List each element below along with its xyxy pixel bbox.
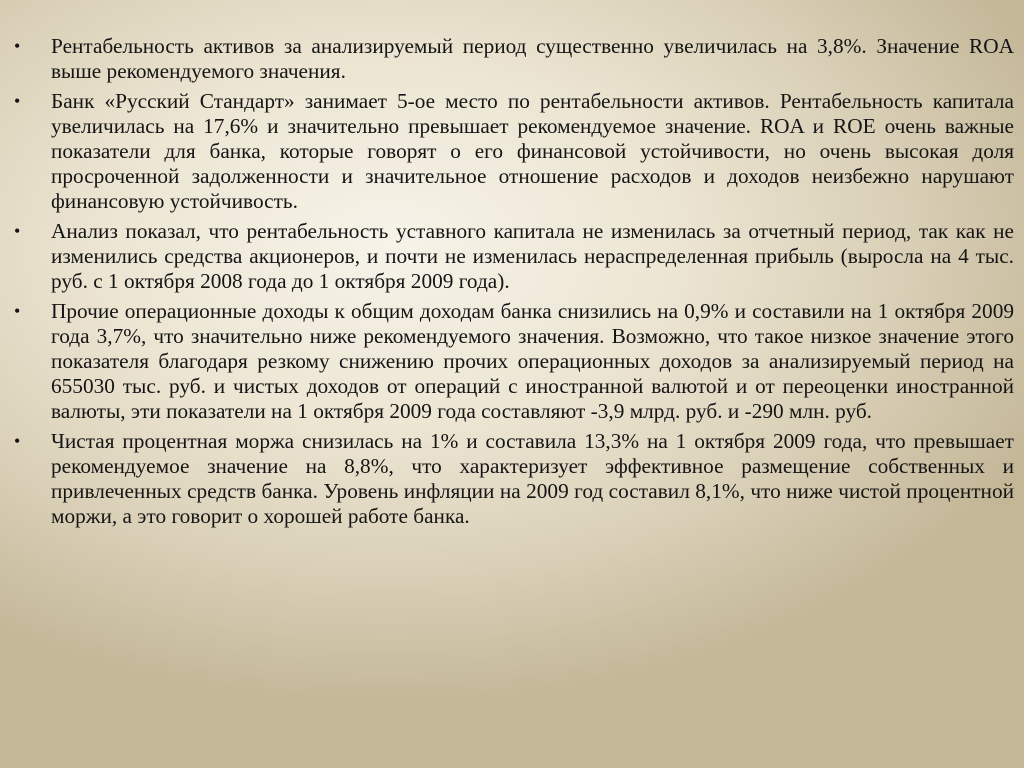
bullet-text: Банк «Русский Стандарт» занимает 5-ое место по рентабельности активов. Рентабельность капитала увеличилась на 17,6% и значительно превышает рекомендуемое значение. ROA и ROE очень важные показатели для банка, которые говорят о его финансовой устойчивости, но очень высокая доля просроченной задолженности и значительное отношение расходов и доходов неизбежно нарушают финансовую устойчивость. [51, 89, 1014, 213]
bullet-item-operating-income [12, 299, 1014, 424]
bullet-item-roa [12, 34, 1014, 84]
bullet-text: Анализ показал, что рентабельность уставного капитала не изменилась за отчетный период, так как не изменились средства акционеров, и почти не изменилась нераспределенная прибыль (выросла на 4 тыс. руб. с 1 октября 2008 года до 1 октября 2009 года). [51, 219, 1014, 293]
bullet-text: Рентабельность активов за анализируемый период существенно увеличилась на 3,8%. Значение ROA выше рекомендуемого значения. [51, 34, 1014, 83]
bullet-item-bank-ranking [12, 89, 1014, 214]
bullet-marker: • [14, 431, 21, 451]
bullet-marker: • [14, 36, 21, 56]
bullet-marker: • [14, 91, 21, 111]
bullet-item-capital [12, 219, 1014, 294]
bullet-text: Прочие операционные доходы к общим доходам банка снизились на 0,9% и составили на 1 октября 2009 года 3,7%, что значительно ниже рекомендуемого значения. Возможно, что такое низкое значение этого показателя благодаря резкому снижению прочих операционных доходов за анализируемый период на 655030 тыс. руб. и чистых доходов от операций с иностранной валютой и от переоценки иностранной валюты, эти показатели на 1 октября 2009 года составляют -3,9 млрд. руб. и -290 млн. руб. [51, 299, 1014, 423]
bullet-text: Чистая процентная моржа снизилась на 1% и составила 13,3% на 1 октября 2009 года, что превышает рекомендуемое значение на 8,8%, что характеризует эффективное размещение собственных и привлеченных средств банка. Уровень инфляции на 2009 год составил 8,1%, что ниже чистой процентной моржи, а это говорит о хорошей работе банка. [51, 429, 1014, 528]
bullet-marker: • [14, 221, 21, 241]
bullet-marker: • [14, 301, 21, 321]
bullet-item-net-margin [12, 429, 1014, 529]
bullet-list [12, 34, 1014, 534]
